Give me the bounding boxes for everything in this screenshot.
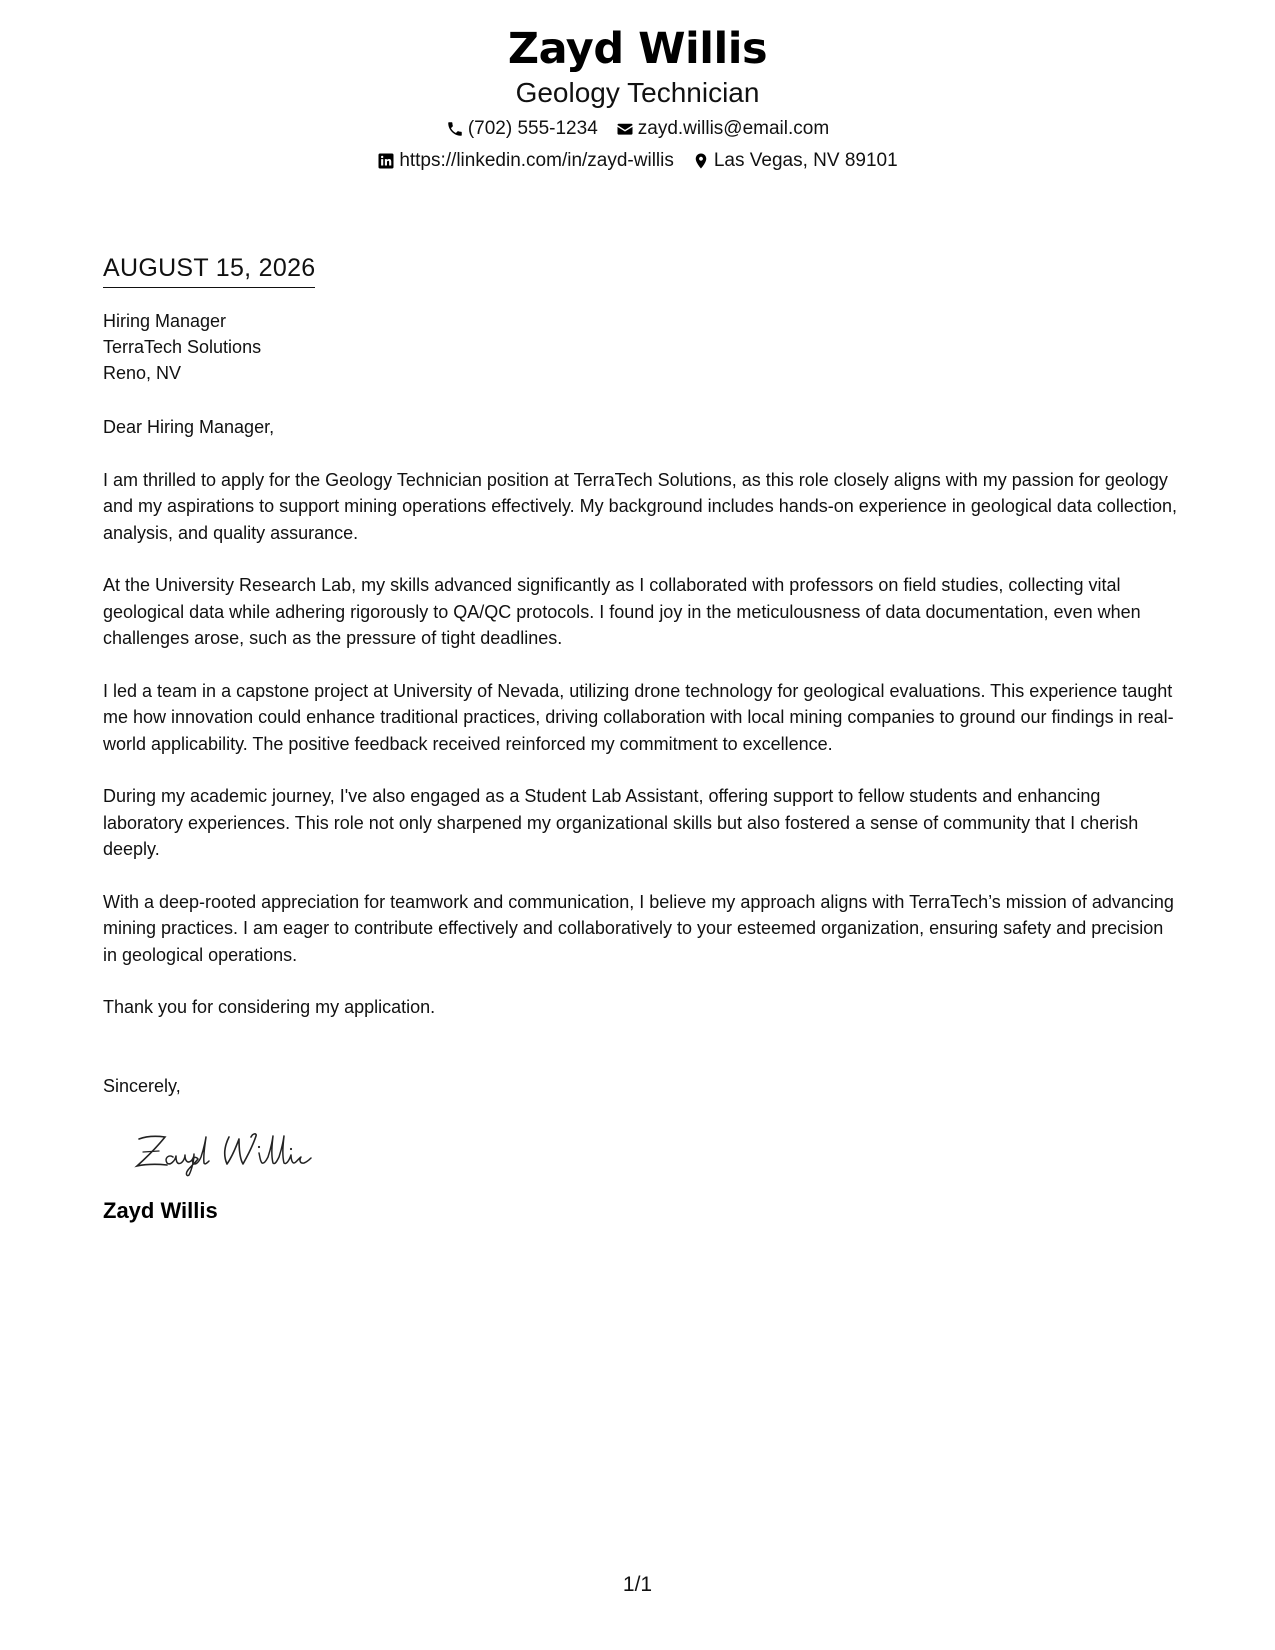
contact-phone[interactable] [446,116,598,142]
body-paragraph: During my academic journey, I've also engaged as a Student Lab Assistant, offering support to fellow students and enhancing laboratory experiences. This role not only sharpened my organizational skills but also fostered a sense of community that I cherish deeply. [103,786,1139,859]
contact-location [692,148,898,174]
phone-icon [446,120,464,138]
recipient-line: TerraTech Solutions [103,337,262,357]
letter-body [103,252,1178,1225]
recipient-line: Reno, NV [103,363,182,383]
recipient-line: Hiring Manager [103,311,227,331]
salutation: Dear Hiring Manager, [103,417,275,437]
body-paragraph: At the University Research Lab, my skills advanced significantly as I collaborated with professors on field studies, collecting vital geological data while adhering rigorously to QA/QC protocols. I found joy in the meticulousness of data documentation, even when challenges arose, such as the pressure of tight deadlines. [103,575,1141,648]
handwritten-signature [133,1127,1178,1177]
contact-email[interactable] [616,116,829,142]
email-text: zayd.willis@email.com [637,118,830,139]
signer-name: Zayd Willis [103,1198,218,1223]
body-paragraph: With a deep-rooted appreciation for teamwork and communication, I believe my approach aligns with TerraTech’s mission of advancing mining practices. I am eager to contribute effectively and collaboratively to your esteemed organization, ensuring safety and precision in geological operations. [103,891,1174,965]
location-text: Las Vegas, NV 89101 [713,150,898,171]
map-pin-icon [692,152,710,170]
body-paragraph: I led a team in a capstone project at University of Nevada, utilizing drone technology for geological evaluations. This experience taught me how innovation could enhance traditional practices, driving collaboration with local mining companies to ground our findings in real-world applicability. The positive feedback received reinforced my commitment to excellence. [103,680,1174,754]
contact-row-primary [0,116,1275,142]
closing: Sincerely, [103,1075,181,1096]
applicant-title: Geology Technician [515,77,760,108]
page-number: 1/1 [622,1573,653,1596]
contact-linkedin[interactable] [377,148,674,174]
recipient-block [103,308,1178,386]
body-paragraph: I am thrilled to apply for the Geology Technician position at TerraTech Solutions, as this role closely aligns with my passion for geology and my aspirations to support mining operations effectively. My background includes hands-on experience in geological data collection, analysis, and quality assurance. [103,469,1177,543]
body-paragraph: Thank you for considering my application. [103,997,436,1017]
phone-text: (702) 555-1234 [467,118,598,139]
letter-header [0,22,1275,174]
applicant-name: Zayd Willis [507,24,768,74]
letter-date: AUGUST 15, 2026 [103,252,315,288]
linkedin-icon [377,152,395,170]
linkedin-text: https://linkedin.com/in/zayd-willis [399,150,674,171]
envelope-icon [616,120,634,138]
signature-image [133,1127,333,1177]
contact-row-secondary [0,148,1275,174]
